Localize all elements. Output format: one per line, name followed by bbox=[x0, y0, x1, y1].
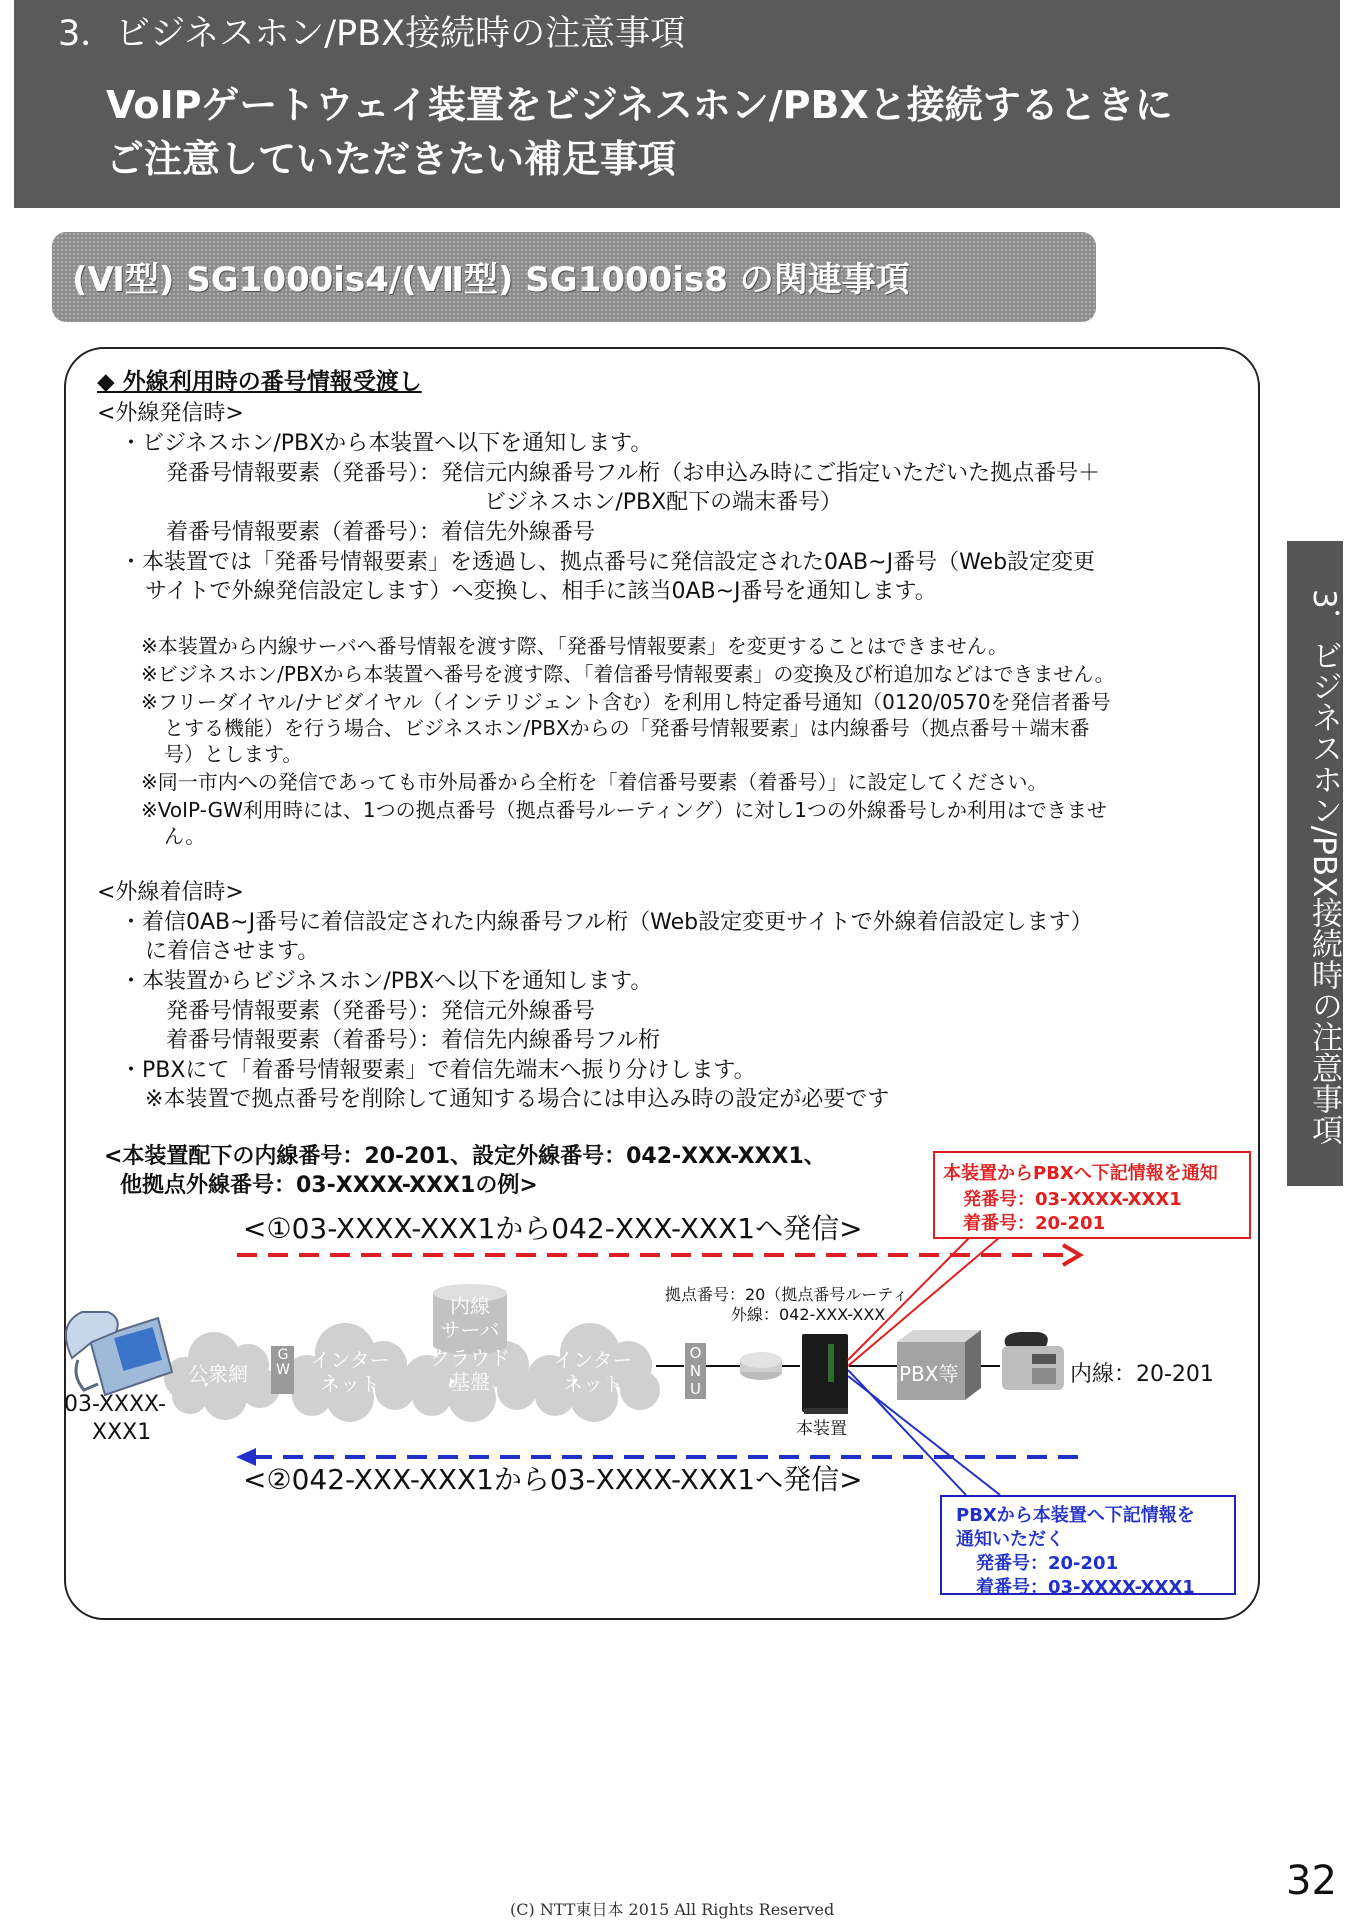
incoming-line: 着番号情報要素（着番号）：着信先内線番号フル桁 bbox=[166, 1028, 661, 1053]
incoming-line: ・着信0AB~J番号に着信設定された内線番号フル桁（Web設定変更サイトで外線着信設定します） bbox=[120, 910, 1093, 935]
internet2-label-line: インター bbox=[553, 1348, 633, 1372]
flow2-label: <②042-XXX-XXX1から03-XXXX-XXX1へ発信> bbox=[243, 1463, 863, 1496]
router-icon bbox=[740, 1352, 782, 1380]
pbx-label: PBX等 bbox=[899, 1362, 959, 1386]
callout-red-line: 着番号：20-201 bbox=[963, 1213, 1106, 1234]
internet1-label-line: インター bbox=[310, 1348, 390, 1372]
note: ※ビジネスホン/PBXから本装置へ番号を渡す際、「着信番号情報要素」の変換及び桁追加などはできません。 bbox=[141, 662, 1115, 686]
base-info-line: 拠点番号：20（拠点番号ルーティ bbox=[665, 1285, 909, 1304]
internet2-label bbox=[548, 1348, 638, 1396]
callout-red-line: 本装置からPBXへ下記情報を通知 bbox=[943, 1163, 1218, 1184]
note: とする機能）を行う場合、ビジネスホン/PBXからの「発番号情報要素」は内線番号（拠点番号＋端末番 bbox=[164, 716, 1090, 740]
content-heading: ◆ 外線利用時の番号情報受渡し bbox=[97, 369, 422, 395]
callout-blue-line: 発番号：20-201 bbox=[976, 1553, 1119, 1574]
left-phone-icon bbox=[66, 1312, 172, 1395]
callout-blue-line: PBXから本装置へ下記情報を bbox=[956, 1505, 1195, 1526]
server-label-line: 内線 bbox=[450, 1294, 490, 1318]
note: ※フリーダイヤル/ナビダイヤル（インテリジェント含む）を利用し特定番号通知（0120/0570を発信者番号 bbox=[141, 690, 1111, 714]
server-label bbox=[433, 1294, 507, 1342]
base-info-line: 外線：042-XXX-XXX bbox=[731, 1305, 886, 1324]
public-net-label: 公衆網 bbox=[188, 1362, 248, 1386]
callout-blue bbox=[940, 1495, 1236, 1598]
side-tab: 3．ビジネスホン/PBX接続時の注意事項 bbox=[1287, 541, 1343, 1186]
callout-red-line: 発番号：03-XXXX-XXX1 bbox=[963, 1189, 1182, 1210]
outgoing-line: ビジネスホン/PBX配下の端末番号） bbox=[484, 490, 843, 515]
outgoing-line: サイトで外線発信設定します）へ変換し、相手に該当0AB~J番号を通知します。 bbox=[145, 579, 937, 604]
copyright-footer: (C) NTT東日本 2015 All Rights Reserved bbox=[510, 1900, 835, 1919]
page-title-line1: VoIPゲートウェイ装置をビジネスホン/PBXと接続するときに bbox=[106, 83, 1173, 127]
internet1-label-line: ネット bbox=[320, 1372, 380, 1396]
page-number: 32 bbox=[1286, 1858, 1337, 1904]
outgoing-label: <外線発信時> bbox=[97, 401, 244, 426]
cloud-base-label-line: クラウド bbox=[430, 1346, 510, 1370]
chapter-title: 3．ビジネスホン/PBX接続時の注意事項 bbox=[58, 14, 686, 54]
phone-number-label: 03-XXXX- bbox=[64, 1392, 166, 1417]
page-title-line2: ご注意していただきたい補足事項 bbox=[106, 137, 677, 181]
example-title: <本装置配下の内線番号：20-201、設定外線番号：042-XXX-XXX1、 bbox=[104, 1144, 826, 1169]
server-label-line: サーバ bbox=[440, 1318, 500, 1342]
outgoing-line: 着番号情報要素（着番号）：着信先外線番号 bbox=[166, 520, 596, 545]
incoming-line: ・PBXにて「着番号情報要素」で着信先端末へ振り分けします。 bbox=[120, 1058, 756, 1083]
callout-blue-line: 着番号：03-XXXX-XXX1 bbox=[976, 1577, 1195, 1598]
note: ※本装置から内線サーバへ番号情報を渡す際、「発番号情報要素」を変更することはできません。 bbox=[141, 634, 1008, 658]
device-icon bbox=[802, 1334, 848, 1414]
incoming-line: ・本装置からビジネスホン/PBXへ以下を通知します。 bbox=[120, 969, 653, 994]
onu-label: ONU bbox=[689, 1344, 702, 1398]
callout-blue-line: 通知いただく bbox=[956, 1529, 1064, 1550]
outgoing-line: ・本装置では「発番号情報要素」を透過し、拠点番号に発信設定された0AB~J番号（Web設定変更 bbox=[120, 550, 1096, 575]
gw-label: GW bbox=[276, 1347, 290, 1378]
note: ※同一市内への発信であっても市外局番から全桁を「着信番号要素（着番号）」に設定してください。 bbox=[141, 770, 1048, 794]
incoming-label: <外線着信時> bbox=[97, 880, 244, 905]
example-title: 他拠点外線番号：03-XXXX-XXX1の例> bbox=[120, 1173, 538, 1198]
incoming-line: 発番号情報要素（発番号）：発信元外線番号 bbox=[166, 999, 596, 1024]
incoming-line: に着信させます。 bbox=[145, 939, 320, 964]
device-label: 本装置 bbox=[796, 1419, 847, 1439]
callout-red bbox=[933, 1151, 1251, 1239]
outgoing-line: ・ビジネスホン/PBXから本装置へ以下を通知します。 bbox=[120, 431, 653, 456]
internet1-label bbox=[305, 1348, 395, 1396]
office-phone-icon bbox=[1002, 1332, 1064, 1390]
section-title: (Ⅵ型) SG1000is4/(Ⅶ型) SG1000is8 の関連事項 bbox=[72, 260, 910, 300]
incoming-line: ※本装置で拠点番号を削除して通知する場合には申込み時の設定が必要です bbox=[145, 1087, 890, 1112]
cloud-base-label bbox=[425, 1346, 515, 1394]
phone-number-label: XXX1 bbox=[92, 1420, 152, 1445]
outgoing-line: 発番号情報要素（発番号）：発信元内線番号フル桁（お申込み時にご指定いただいた拠点番号＋ bbox=[166, 461, 1101, 486]
internet2-label-line: ネット bbox=[563, 1372, 623, 1396]
flow1-label: <①03-XXXX-XXX1から042-XXX-XXX1へ発信> bbox=[243, 1212, 863, 1245]
flow1-arrowhead bbox=[1063, 1245, 1080, 1265]
note: ん。 bbox=[164, 824, 206, 848]
note: ※VoIP-GW利用時には、1つの拠点番号（拠点番号ルーティング）に対し1つの外線番号しか利用はできませ bbox=[141, 798, 1107, 822]
note: 号）とします。 bbox=[164, 742, 303, 766]
cloud-base-label-line: 基盤 bbox=[450, 1370, 490, 1394]
extension-label: 内線：20-201 bbox=[1070, 1362, 1214, 1387]
